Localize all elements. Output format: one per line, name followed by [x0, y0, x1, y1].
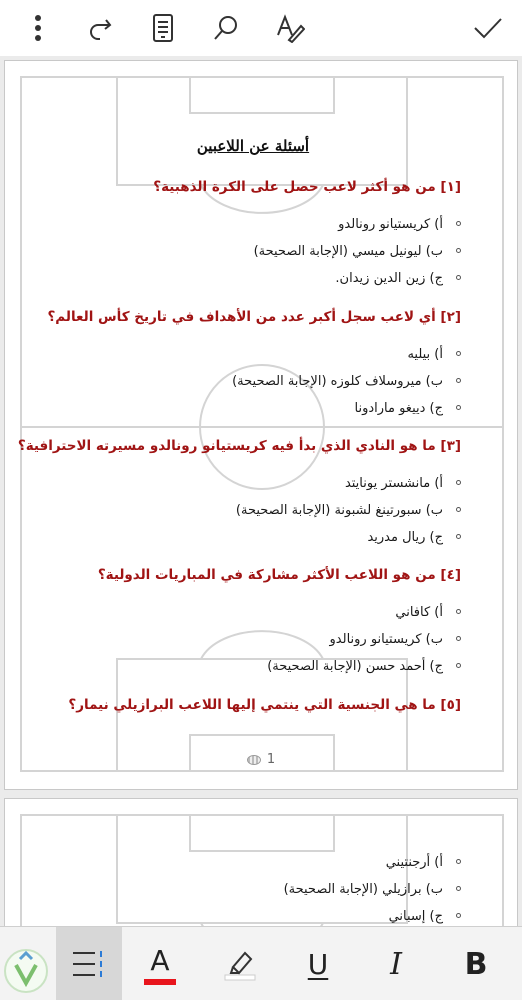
list-item: أ) كافاني	[395, 605, 443, 620]
more-icon[interactable]	[18, 8, 58, 48]
top-toolbar	[0, 0, 522, 56]
watermark-logo-icon	[2, 943, 52, 997]
format-toolbar	[0, 926, 522, 1000]
list-item: ج) دييغو مارادونا	[354, 401, 443, 416]
bullet-icon	[456, 221, 461, 226]
underline-button[interactable]: U	[307, 947, 329, 981]
bullet-icon	[456, 480, 461, 485]
question-3: [٣] ما هو النادي الذي بدأ فيه كريستيانو رونالدو مسيرته الاحترافية؟	[17, 438, 461, 454]
bold-button[interactable]: B	[464, 946, 488, 982]
bullet-icon	[456, 859, 461, 864]
question-1: [١] من هو أكثر لاعب حصل على الكرة الذهبية؟	[153, 179, 461, 195]
list-item: ب) ليونيل ميسي (الإجابة الصحيحة)	[254, 244, 443, 259]
document-page-1	[4, 60, 518, 790]
font-color-button[interactable]: A	[132, 927, 188, 1000]
highlighter-icon	[223, 947, 257, 981]
bullet-icon	[456, 351, 461, 356]
document-page-2	[4, 798, 518, 926]
list-item: ب) كريستيانو رونالدو	[330, 632, 444, 647]
mobile-view-icon[interactable]	[143, 8, 183, 48]
list-item: ج) أحمد حسن (الإجابة الصحيحة)	[267, 659, 443, 674]
question-4: [٤] من هو اللاعب الأكثر مشاركة في المباريات الدولية؟	[97, 567, 461, 583]
list-item: ب) سبورتينغ لشبونة (الإجابة الصحيحة)	[236, 503, 443, 518]
bullet-icon	[456, 913, 461, 918]
done-check-icon[interactable]	[468, 8, 508, 48]
page-number: 1	[5, 752, 517, 767]
bullet-icon	[456, 636, 461, 641]
bullet-icon	[456, 248, 461, 253]
bullet-icon	[456, 609, 461, 614]
page-2-text	[45, 799, 461, 926]
spell-check-icon[interactable]	[270, 8, 310, 48]
list-item: أ) مانشستر يونايتد	[345, 476, 443, 491]
italic-button[interactable]: I	[390, 946, 402, 982]
page-1-text	[17, 61, 461, 789]
question-5: [٥] ما هي الجنسية التي ينتمي إليها اللاعب البرازيلي نيمار؟	[68, 697, 461, 713]
list-item: أ) أرجنتيني	[386, 855, 443, 870]
list-item: ب) برازيلي (الإجابة الصحيحة)	[284, 882, 443, 897]
bullet-icon	[456, 507, 461, 512]
bullet-icon	[456, 405, 461, 410]
list-item: أ) بيليه	[407, 347, 443, 362]
redo-icon[interactable]	[80, 8, 120, 48]
bullet-icon	[456, 534, 461, 539]
bullet-icon	[456, 663, 461, 668]
bullet-icon	[456, 275, 461, 280]
bullet-icon	[456, 886, 461, 891]
list-item: ج) ريال مدريد	[367, 530, 443, 545]
page-title: أسئلة عن اللاعبين	[196, 137, 310, 155]
question-2: [٢] أي لاعب سجل أكبر عدد من الأهداف في تاريخ كأس العالم؟	[47, 309, 461, 325]
bullet-icon	[456, 378, 461, 383]
list-item: ب) ميروسلاف كلوزه (الإجابة الصحيحة)	[232, 374, 443, 389]
football-icon	[247, 755, 261, 765]
list-item: ج) زين الدين زيدان.	[335, 271, 443, 286]
document-canvas[interactable]	[0, 56, 522, 926]
list-item: ج) إسباني	[389, 909, 443, 924]
list-item: أ) كريستيانو رونالدو	[338, 217, 443, 232]
highlight-button[interactable]	[212, 927, 268, 1000]
toolbar-expand-button[interactable]	[56, 927, 122, 1000]
search-icon[interactable]	[206, 8, 246, 48]
font-color-swatch	[144, 979, 175, 985]
